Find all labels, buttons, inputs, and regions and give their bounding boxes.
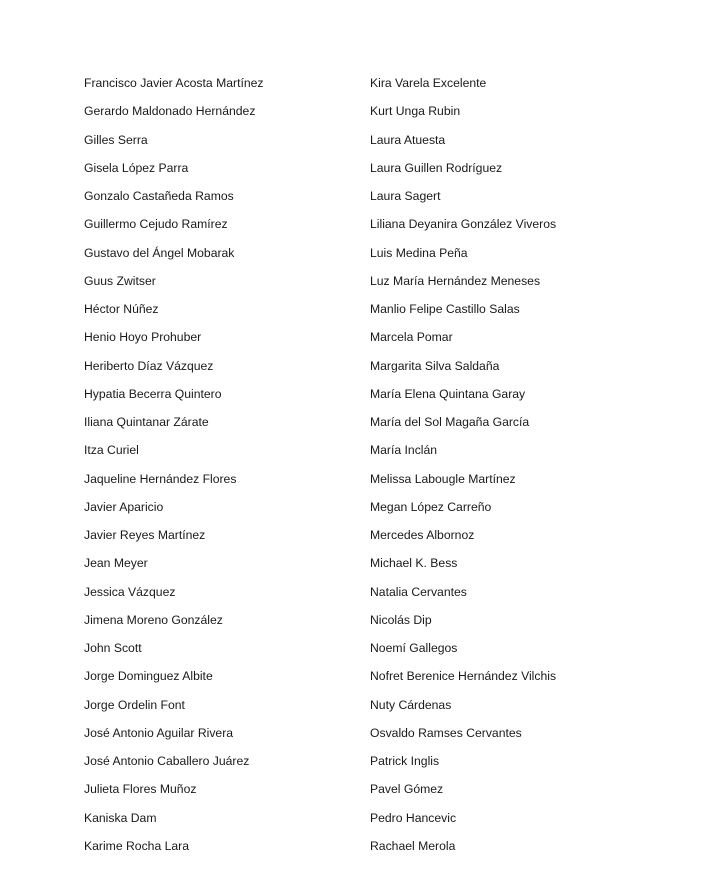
name-entry: Jorge Ordelin Font (84, 697, 185, 712)
name-entry: Gilles Serra (84, 132, 148, 147)
name-entry: Noemí Gallegos (370, 641, 458, 655)
name-entry: Mercedes Albornoz (370, 528, 475, 542)
name-entry: Jorge Dominguez Albite (84, 669, 213, 684)
name-entry: Kira Varela Excelente (370, 76, 487, 90)
name-entry: Henio Hoyo Prohuber (84, 330, 202, 345)
name-entry: Julieta Flores Muñoz (84, 782, 197, 797)
name-entry: Pavel Gómez (370, 782, 444, 797)
name-entry: Natalia Cervantes (370, 584, 467, 599)
name-entry: Hypatia Becerra Quintero (84, 386, 222, 401)
name-entry: María del Sol Magaña García (370, 415, 530, 429)
name-entry: Laura Guillen Rodríguez (370, 160, 503, 175)
name-entry: Gustavo del Ángel Mobarak (84, 245, 235, 260)
name-entry: Itza Curiel (84, 443, 139, 458)
name-entry: Michael K. Bess (370, 556, 458, 571)
name-entry: Kurt Unga Rubin (370, 104, 461, 119)
name-entry: José Antonio Aguilar Rivera (84, 725, 234, 740)
name-entry: Gonzalo Castañeda Ramos (84, 189, 234, 203)
name-entry: María Inclán (370, 443, 438, 458)
name-entry: Melissa Labougle Martínez (370, 471, 516, 486)
name-entry: Laura Atuesta (370, 132, 446, 147)
name-entry: Liliana Deyanira González Viveros (370, 217, 557, 232)
name-entry: Guillermo Cejudo Ramírez (84, 217, 228, 232)
name-entry: John Scott (84, 641, 142, 655)
name-entry: Jean Meyer (84, 556, 148, 571)
name-entry: Osvaldo Ramses Cervantes (370, 725, 522, 740)
name-entry: María Elena Quintana Garay (370, 386, 526, 401)
name-entry: Francisco Javier Acosta Martínez (84, 76, 264, 90)
name-entry: Iliana Quintanar Zárate (84, 415, 209, 429)
name-entry: Gerardo Maldonado Hernández (84, 104, 256, 119)
name-entry: José Antonio Caballero Juárez (84, 754, 250, 768)
name-entry: Jaqueline Hernández Flores (84, 471, 237, 486)
name-entry: Patrick Inglis (370, 754, 440, 768)
name-entry: Kaniska Dam (84, 810, 157, 825)
name-entry: Javier Reyes Martínez (84, 528, 206, 542)
names-column-left (84, 74, 354, 865)
name-entry: Guus Zwitser (84, 273, 156, 288)
name-entry: Megan López Carreño (370, 499, 492, 514)
name-entry: Manlio Felipe Castillo Salas (370, 302, 520, 316)
name-entry: Nuty Cárdenas (370, 697, 452, 712)
name-entry: Nicolás Dip (370, 612, 432, 627)
name-entry: Nofret Berenice Hernández Vilchis (370, 669, 557, 684)
name-entry: Luz María Hernández Meneses (370, 273, 541, 288)
name-entry: Karime Rocha Lara (84, 838, 189, 853)
name-entry: Luis Medina Peña (370, 245, 468, 260)
name-entry: Laura Sagert (370, 189, 441, 203)
name-entry: Héctor Núñez (84, 302, 159, 316)
name-entry: Javier Aparicio (84, 499, 164, 514)
name-entry: Gisela López Parra (84, 160, 189, 175)
names-column-right (370, 74, 670, 865)
name-entry: Marcela Pomar (370, 330, 453, 345)
name-entry: Heriberto Díaz Vázquez (84, 358, 214, 373)
name-entry: Jessica Vázquez (84, 584, 176, 599)
name-entry: Rachael Merola (370, 838, 456, 853)
name-entry: Pedro Hancevic (370, 810, 457, 825)
name-entry: Margarita Silva Saldaña (370, 358, 500, 373)
name-entry: Jimena Moreno González (84, 612, 223, 627)
